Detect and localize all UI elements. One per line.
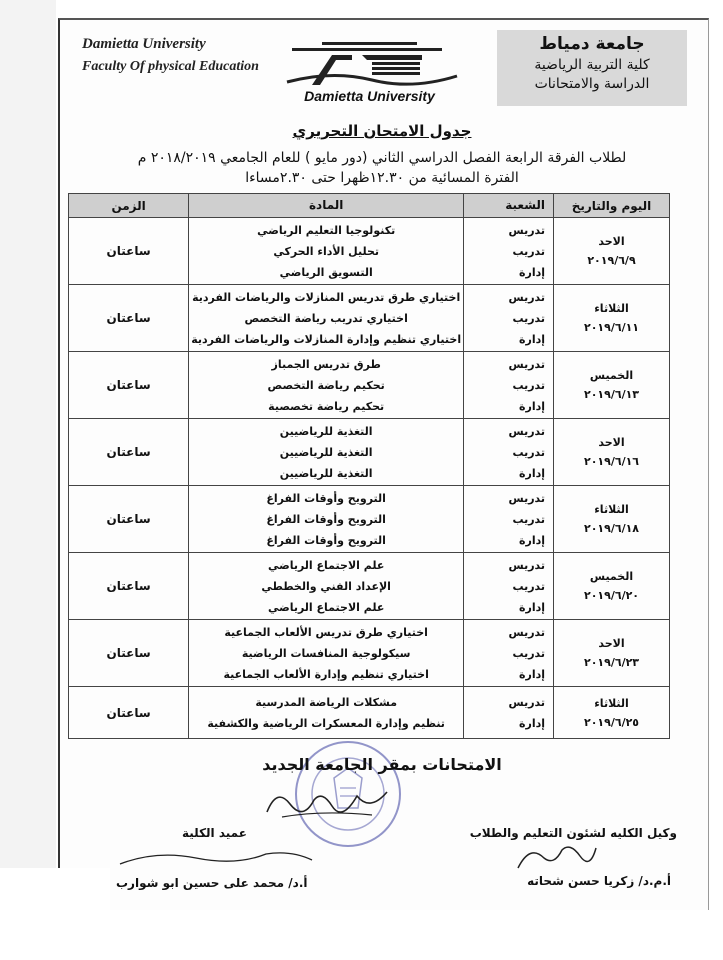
exam-period: الفترة المسائية من ١٢.٣٠ظهرا حتى ٢.٣٠مساءا — [245, 170, 519, 186]
subject-cell — [189, 486, 464, 553]
subject-name: تحليل الأداء الحركي — [273, 244, 380, 258]
document-subtitle: لطلاب الفرقة الرابعة الفصل الدراسي الثاني (دور مايو ) للعام الجامعي ٢٠١٨/٢٠١٩ م — [137, 150, 627, 166]
day-date-cell — [554, 419, 670, 486]
vice-dean-signature-icon — [510, 840, 600, 874]
section-name: تدريس — [508, 357, 546, 371]
subject-cell — [189, 419, 464, 486]
table-row — [69, 687, 670, 739]
duration-cell: ساعتان — [69, 419, 189, 486]
header-time: الزمن — [69, 194, 189, 218]
subject-name: الترويح وأوقات الفراغ — [266, 512, 386, 526]
scan-corner — [0, 868, 110, 960]
section-name: تدريب — [512, 378, 546, 392]
day-name: الاحد — [598, 436, 625, 449]
subject-cell — [189, 352, 464, 419]
section-name: تدريس — [508, 424, 546, 438]
faculty-name-ar: كلية التربية الرياضية — [534, 57, 650, 73]
exam-date: ٢٠١٩/٦/١١ — [583, 321, 640, 334]
section-name: إدارة — [519, 533, 546, 547]
duration-cell: ساعتان — [69, 352, 189, 419]
subject-name: مشكلات الرياضة المدرسية — [255, 695, 398, 709]
header-arabic — [497, 30, 687, 106]
section-cell — [464, 419, 554, 486]
subject-name: اختياري طرق تدريس الألعاب الجماعية — [224, 625, 428, 639]
vice-dean-name: أ.م.د/ زكريا حسن شحاته — [527, 874, 671, 888]
exam-date: ٢٠١٩/٦/٢٠ — [583, 589, 640, 602]
duration-cell: ساعتان — [69, 218, 189, 285]
day-name: الثلاثاء — [594, 503, 629, 516]
section-name: إدارة — [519, 667, 546, 681]
university-logo — [272, 40, 467, 108]
logo-text: Damietta University — [304, 88, 435, 104]
dean-name: أ.د/ محمد على حسين ابو شوارب — [116, 876, 308, 890]
exam-date: ٢٠١٩/٦/١٣ — [583, 388, 640, 401]
university-name-en: Damietta University — [82, 36, 206, 52]
subject-name: الترويح وأوقات الفراغ — [266, 491, 386, 505]
section-name: إدارة — [519, 466, 546, 480]
section-name: تدريب — [512, 311, 546, 325]
subject-name: الترويح وأوقات الفراغ — [266, 533, 386, 547]
scan-margin — [0, 0, 56, 960]
section-name: تدريب — [512, 646, 546, 660]
subject-name: تنظيم وإدارة المعسكرات الرياضية والكشفية — [207, 716, 445, 730]
section-cell — [464, 352, 554, 419]
section-name: تدريب — [512, 512, 546, 526]
table-row — [69, 486, 670, 553]
day-name: الثلاثاء — [594, 696, 629, 710]
day-date-cell — [554, 620, 670, 687]
exam-date: ٢٠١٩/٦/١٨ — [583, 522, 640, 535]
table-row — [69, 419, 670, 486]
section-cell — [464, 285, 554, 352]
duration-cell: ساعتان — [69, 486, 189, 553]
table-row — [69, 620, 670, 687]
table-row — [69, 352, 670, 419]
department-name-ar: الدراسة والامتحانات — [534, 76, 650, 92]
exam-schedule-table — [68, 193, 670, 739]
section-name: إدارة — [519, 399, 546, 413]
section-name: تدريب — [512, 445, 546, 459]
logo-mark-icon — [272, 40, 467, 90]
subject-name: التسويق الرياضي — [279, 265, 373, 279]
header-english — [82, 36, 259, 75]
day-name: الثلاثاء — [594, 302, 629, 315]
subject-name: علم الاجتماع الرياضي — [267, 558, 385, 572]
table-body — [69, 218, 670, 739]
subject-cell — [189, 687, 464, 739]
section-cell — [464, 486, 554, 553]
section-name: تدريب — [512, 579, 546, 593]
subject-name: سيكولوجية المنافسات الرياضية — [241, 646, 411, 660]
section-cell — [464, 620, 554, 687]
center-signature-icon — [262, 782, 392, 822]
header-day: اليوم والتاريخ — [554, 194, 670, 218]
day-date-cell — [554, 352, 670, 419]
vice-dean-title: وكيل الكليه لشئون التعليم والطلاب — [469, 826, 677, 840]
day-name: الخميس — [589, 570, 634, 583]
table-row — [69, 553, 670, 620]
day-date-cell — [554, 218, 670, 285]
subject-name: تكنولوجيا التعليم الرياضي — [257, 223, 396, 237]
subject-name: علم الاجتماع الرياضي — [267, 600, 385, 614]
section-name: تدريس — [508, 290, 546, 304]
table-row — [69, 285, 670, 352]
section-name: إدارة — [519, 265, 546, 279]
section-cell — [464, 553, 554, 620]
document-title: جدول الامتحان التحريري — [292, 122, 472, 140]
university-name-ar: جامعة دمياط — [539, 34, 645, 54]
subject-name: التغذية للرياضيين — [279, 466, 373, 480]
day-date-cell — [554, 486, 670, 553]
day-date-cell — [554, 553, 670, 620]
subject-name: اختياري تدريب رياضة التخصص — [244, 311, 408, 325]
dean-title: عميد الكلية — [182, 826, 247, 840]
dean-signature-icon — [116, 842, 316, 872]
exam-date: ٢٠١٩/٦/٢٣ — [583, 656, 640, 669]
section-name: إدارة — [519, 716, 546, 730]
subject-name: التغذية للرياضيين — [279, 424, 373, 438]
subject-cell — [189, 285, 464, 352]
exam-date: ٢٠١٩/٦/٢٥ — [583, 715, 640, 729]
section-name: تدريس — [508, 558, 546, 572]
subject-name: اختياري تنظيم وإدارة الألعاب الجماعية — [223, 667, 429, 681]
subject-cell — [189, 553, 464, 620]
header-subject: المادة — [189, 194, 464, 218]
subject-name: اختياري تنظيم وإدارة المنازلات والرياضات الفردية — [191, 332, 462, 346]
subject-name: طرق تدريس الجمباز — [271, 357, 381, 371]
day-date-cell — [554, 687, 670, 739]
day-date-cell — [554, 285, 670, 352]
section-name: تدريس — [508, 695, 546, 709]
section-name: تدريس — [508, 625, 546, 639]
duration-cell: ساعتان — [69, 285, 189, 352]
duration-cell: ساعتان — [69, 687, 189, 739]
section-name: تدريس — [508, 491, 546, 505]
day-name: الخميس — [589, 369, 634, 382]
subject-name: اختياري طرق تدريس المنازلات والرياضات الفردية — [192, 290, 461, 304]
subject-name: تحكيم رياضة تخصصية — [268, 399, 385, 413]
section-name: تدريس — [508, 223, 546, 237]
subject-name: الإعداد الفني والخططي — [261, 579, 391, 593]
subject-name: التغذية للرياضيين — [279, 445, 373, 459]
day-name: الاحد — [598, 235, 625, 248]
section-name: إدارة — [519, 600, 546, 614]
exam-date: ٢٠١٩/٦/٩ — [587, 254, 636, 267]
exam-location-note: الامتحانات بمقر الجامعة الجديد — [262, 755, 502, 774]
subject-cell — [189, 620, 464, 687]
day-name: الاحد — [598, 637, 625, 650]
section-cell — [464, 218, 554, 285]
section-name: إدارة — [519, 332, 546, 346]
section-cell — [464, 687, 554, 739]
faculty-name-en: Faculty Of physical Education — [82, 59, 259, 74]
table-header-row — [69, 194, 670, 218]
table-row — [69, 218, 670, 285]
section-name: تدريب — [512, 244, 546, 258]
header-section: الشعبة — [464, 194, 554, 218]
subject-name: تحكيم رياضة التخصص — [267, 378, 385, 392]
subject-cell — [189, 218, 464, 285]
duration-cell: ساعتان — [69, 620, 189, 687]
exam-date: ٢٠١٩/٦/١٦ — [583, 455, 640, 468]
duration-cell: ساعتان — [69, 553, 189, 620]
